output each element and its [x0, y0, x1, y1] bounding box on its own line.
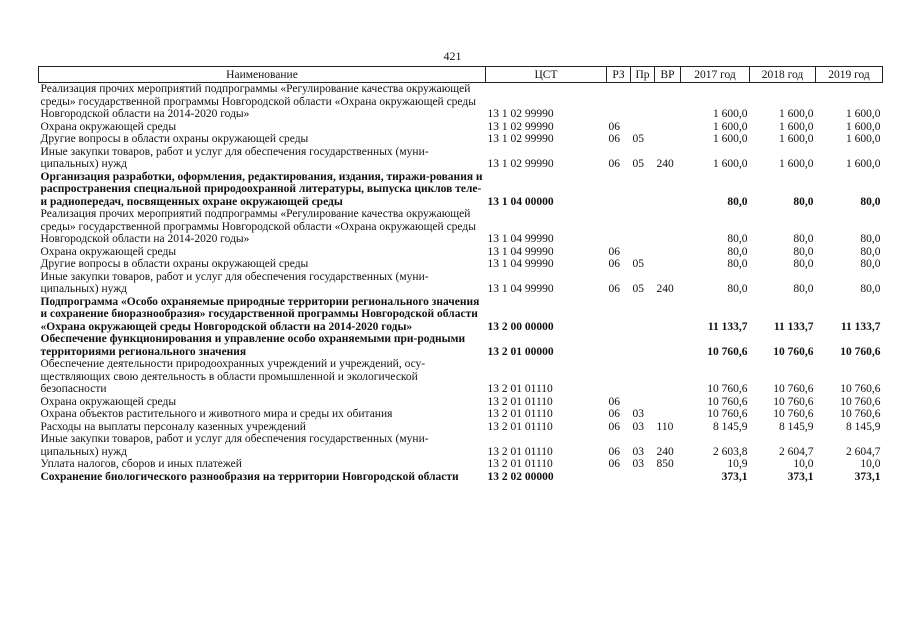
header-name: Наименование [39, 67, 486, 83]
table-header-row [39, 67, 883, 83]
header-cst: ЦСТ [486, 67, 607, 83]
row-value-2018: 10 760,6 [773, 383, 814, 395]
row-pr [631, 208, 655, 246]
table-row [39, 333, 883, 358]
row-name: Обеспечение функционирования и управление особо охраняемыми при-родными территориями регионального значения [40, 333, 466, 358]
row-value-2019: 1 600,0 [846, 108, 881, 120]
table-row [39, 271, 883, 296]
table-row [39, 396, 883, 409]
row-name: Охрана окружающей среды [40, 395, 177, 408]
row-vr [655, 396, 681, 409]
row-vr [655, 358, 681, 396]
table-row [39, 408, 883, 421]
row-value-2019: 80,0 [860, 195, 881, 208]
row-value-2017: 1 600,0 [713, 120, 748, 133]
row-vr [655, 258, 681, 271]
row-rz: 06 [608, 408, 620, 420]
table-row [39, 171, 883, 209]
row-pr [631, 83, 655, 121]
row-vr: 850 [656, 458, 674, 470]
row-value-2018: 80,0 [793, 283, 814, 295]
table-row [39, 433, 883, 458]
row-rz [607, 208, 631, 246]
row-pr: 05 [632, 258, 644, 270]
row-value-2019: 10 760,6 [840, 395, 881, 408]
row-rz: 06 [608, 133, 620, 145]
row-pr [631, 333, 655, 358]
row-pr [631, 171, 655, 209]
row-value-2018: 10 760,6 [773, 345, 814, 358]
header-pr: Пр [631, 67, 655, 83]
row-name: Уплата налогов, сборов и иных платежей [40, 458, 242, 470]
row-cst: 13 1 04 99990 [487, 233, 554, 245]
row-name: Реализация прочих мероприятий подпрограммы «Регулирование качества окружающей среды» государственной программы Новгородской области «Охрана окружающей среды Новгородской области на 2014-2020 годы» [40, 83, 476, 120]
header-rz: РЗ [607, 67, 631, 83]
row-rz [607, 83, 631, 121]
row-name: Организация разработки, оформления, редактирования, издания, тиражи-рования и распространения специальной природоохранной литературы, выпуска циклов теле- и радиопередач, посвященных охране окружающей среды [40, 170, 483, 208]
row-pr [631, 396, 655, 409]
row-value-2018: 80,0 [793, 233, 814, 245]
table-row [39, 146, 883, 171]
row-value-2017: 1 600,0 [713, 158, 748, 170]
row-cst: 13 1 02 99990 [487, 120, 554, 133]
row-value-2019: 11 133,7 [840, 320, 881, 333]
row-value-2017: 373,1 [721, 470, 748, 483]
row-name: Иные закупки товаров, работ и услуг для обеспечения государственных (муни-ципальных) нужд [40, 433, 429, 458]
row-value-2019: 10,0 [860, 458, 881, 470]
row-value-2019: 8 145,9 [846, 420, 881, 433]
row-name: Охрана объектов растительного и животного мира и среды их обитания [40, 408, 393, 420]
row-value-2017: 11 133,7 [707, 320, 748, 333]
row-value-2018: 1 600,0 [779, 133, 814, 145]
row-pr [631, 471, 655, 484]
row-vr: 110 [656, 420, 674, 433]
row-value-2017: 1 600,0 [713, 133, 748, 145]
row-pr [631, 121, 655, 134]
row-value-2019: 2 604,7 [846, 445, 881, 458]
row-vr [655, 121, 681, 134]
row-rz [607, 296, 631, 334]
row-value-2018: 1 600,0 [779, 120, 814, 133]
row-vr [655, 171, 681, 209]
row-value-2018: 1 600,0 [779, 158, 814, 170]
row-rz [607, 171, 631, 209]
row-value-2017: 80,0 [727, 283, 748, 295]
row-value-2018: 10,0 [793, 458, 814, 470]
row-value-2017: 10 760,6 [707, 383, 748, 395]
table-row [39, 246, 883, 259]
row-vr [655, 83, 681, 121]
row-vr: 240 [656, 158, 674, 170]
row-name: Иные закупки товаров, работ и услуг для обеспечения государственных (муни-ципальных) нужд [40, 270, 429, 295]
row-rz: 06 [608, 158, 620, 170]
row-value-2018: 11 133,7 [773, 320, 814, 333]
row-cst: 13 1 04 99990 [487, 258, 554, 270]
row-cst: 13 2 01 01110 [487, 420, 553, 433]
row-name: Подпрограмма «Особо охраняемые природные территории регионального значения и сохранение биоразнообразия» государственной программы Новгородской области «Охрана окружающей среды Новгородской области на 2014-2020 годы» [40, 295, 480, 333]
header-2019: 2019 год [816, 67, 883, 83]
row-cst: 13 2 01 01110 [487, 458, 553, 470]
row-cst: 13 1 02 99990 [487, 133, 554, 145]
table-row [39, 208, 883, 246]
row-value-2019: 10 760,6 [840, 408, 881, 420]
row-value-2019: 1 600,0 [846, 120, 881, 133]
table-row [39, 296, 883, 334]
header-2017: 2017 год [681, 67, 750, 83]
row-value-2018: 10 760,6 [773, 395, 814, 408]
row-name: Другие вопросы в области охраны окружающей среды [40, 258, 309, 270]
row-rz [607, 358, 631, 396]
header-vr: ВР [655, 67, 681, 83]
row-cst: 13 1 02 99990 [487, 158, 554, 170]
row-cst: 13 2 01 01110 [487, 395, 553, 408]
row-pr: 03 [632, 445, 644, 458]
row-vr [655, 333, 681, 358]
row-value-2018: 80,0 [793, 195, 814, 208]
row-pr: 05 [632, 158, 644, 170]
row-value-2018: 373,1 [787, 470, 814, 483]
row-value-2019: 10 760,6 [840, 345, 881, 358]
row-pr [631, 246, 655, 259]
row-cst: 13 2 00 00000 [487, 320, 554, 333]
row-vr: 240 [656, 283, 674, 295]
row-cst: 13 2 01 01110 [487, 383, 553, 395]
row-rz [607, 333, 631, 358]
row-value-2018: 80,0 [793, 245, 814, 258]
row-value-2018: 1 600,0 [779, 108, 814, 120]
table-row [39, 133, 883, 146]
row-value-2019: 1 600,0 [846, 133, 881, 145]
table-row [39, 258, 883, 271]
table-row [39, 421, 883, 434]
row-vr: 240 [656, 445, 674, 458]
table-row [39, 358, 883, 396]
row-name: Реализация прочих мероприятий подпрограммы «Регулирование качества окружающей среды» государственной программы Новгородской области «Охрана окружающей среды Новгородской области на 2014-2020 годы» [40, 208, 476, 245]
row-pr: 05 [632, 283, 644, 295]
row-value-2017: 8 145,9 [713, 420, 748, 433]
row-cst: 13 2 01 00000 [487, 345, 554, 358]
row-pr: 05 [632, 133, 644, 145]
table-row [39, 458, 883, 471]
budget-table [38, 66, 883, 483]
row-rz: 06 [608, 283, 620, 295]
row-value-2018: 8 145,9 [779, 420, 814, 433]
row-vr [655, 208, 681, 246]
row-cst: 13 1 02 99990 [487, 108, 554, 120]
row-cst: 13 2 01 01110 [487, 445, 553, 458]
row-value-2019: 80,0 [860, 233, 881, 245]
row-value-2019: 10 760,6 [840, 383, 881, 395]
row-value-2017: 10 760,6 [707, 395, 748, 408]
row-rz: 06 [608, 258, 620, 270]
row-value-2019: 80,0 [860, 258, 881, 270]
row-rz [607, 471, 631, 484]
row-cst: 13 2 02 00000 [487, 470, 554, 483]
table-row [39, 471, 883, 484]
row-cst: 13 2 01 01110 [487, 408, 553, 420]
row-vr [655, 133, 681, 146]
row-rz: 06 [608, 445, 620, 458]
row-pr [631, 358, 655, 396]
row-value-2019: 1 600,0 [846, 158, 881, 170]
row-cst: 13 1 04 99990 [487, 245, 554, 258]
row-cst: 13 1 04 00000 [487, 195, 554, 208]
page-number: 421 [443, 49, 462, 63]
row-rz: 06 [608, 395, 620, 408]
table-row [39, 83, 883, 121]
row-name: Другие вопросы в области охраны окружающей среды [40, 133, 309, 145]
row-cst: 13 1 04 99990 [487, 283, 554, 295]
row-vr [655, 471, 681, 484]
row-value-2019: 373,1 [854, 470, 881, 483]
row-rz: 06 [608, 120, 620, 133]
row-pr: 03 [632, 458, 644, 470]
row-value-2017: 80,0 [727, 245, 748, 258]
row-value-2017: 80,0 [727, 258, 748, 270]
row-pr [631, 296, 655, 334]
row-value-2017: 10 760,6 [707, 408, 748, 420]
row-name: Обеспечение деятельности природоохранных учреждений и учреждений, осу-ществляющих свою деятельность в области промышленной и экологической безопасности [40, 358, 426, 395]
row-name: Сохранение биологического разнообразия на территории Новгородской области [40, 470, 459, 483]
row-pr: 03 [632, 420, 644, 433]
row-value-2018: 2 604,7 [779, 445, 814, 458]
row-value-2017: 1 600,0 [713, 108, 748, 120]
header-2018: 2018 год [750, 67, 816, 83]
row-name: Расходы на выплаты персоналу казенных учреждений [40, 420, 306, 433]
row-vr [655, 296, 681, 334]
row-rz: 06 [608, 420, 620, 433]
row-pr: 03 [632, 408, 644, 420]
row-rz: 06 [608, 245, 620, 258]
row-value-2017: 10,9 [727, 458, 748, 470]
row-value-2017: 80,0 [727, 233, 748, 245]
row-value-2019: 80,0 [860, 283, 881, 295]
row-value-2017: 80,0 [727, 195, 748, 208]
row-rz: 06 [608, 458, 620, 470]
table-row [39, 121, 883, 134]
row-value-2017: 2 603,8 [713, 445, 748, 458]
row-name: Охрана окружающей среды [40, 120, 177, 133]
row-value-2018: 80,0 [793, 258, 814, 270]
row-name: Охрана окружающей среды [40, 245, 177, 258]
row-name: Иные закупки товаров, работ и услуг для обеспечения государственных (муни-ципальных) нужд [40, 145, 429, 170]
row-vr [655, 408, 681, 421]
row-value-2019: 80,0 [860, 245, 881, 258]
row-value-2018: 10 760,6 [773, 408, 814, 420]
row-vr [655, 246, 681, 259]
row-value-2017: 10 760,6 [707, 345, 748, 358]
